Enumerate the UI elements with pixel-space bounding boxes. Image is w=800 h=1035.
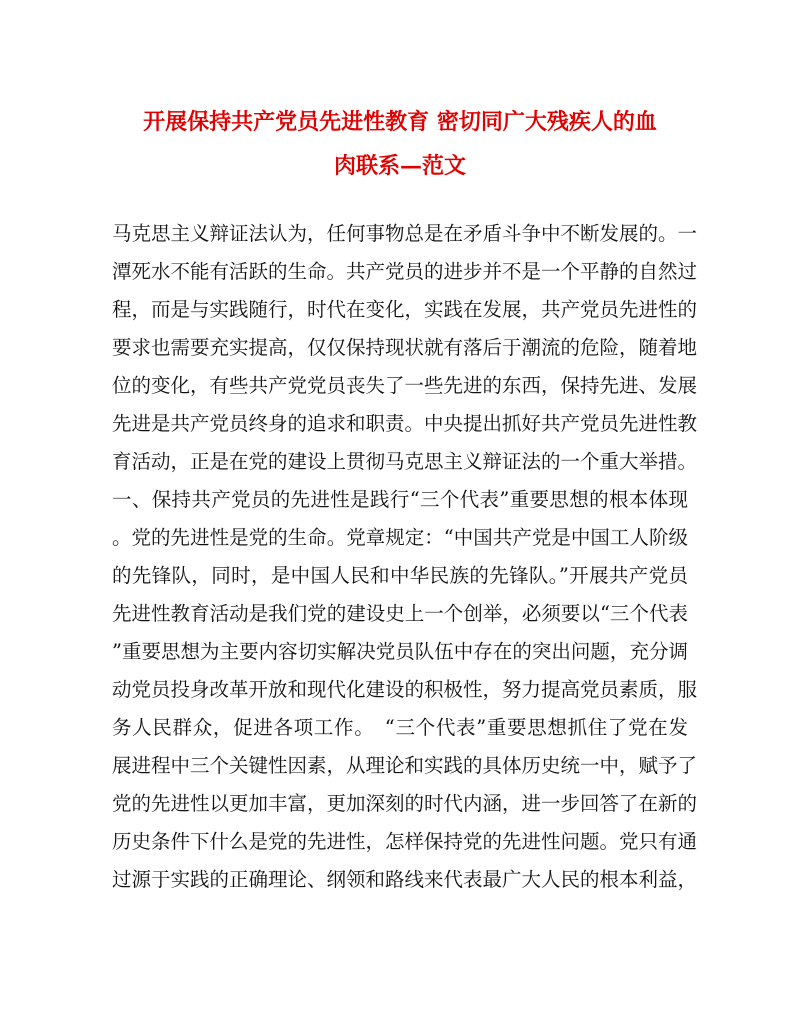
body-line: 动党员投身改革开放和现代化建设的积极性，努力提高党员素质，服	[112, 678, 698, 701]
document-title-line-2: 肉联系—范文	[333, 153, 466, 179]
body-line: 潭死水不能有活跃的生命。共产党员的进步并不是一个平静的自然过	[112, 260, 698, 283]
body-line: 育活动，正是在党的建设上贯彻马克思主义辩证法的一个重大举措。	[112, 450, 698, 473]
body-line: 先进性教育活动是我们党的建设史上一个创举，必须要以“三个代表	[112, 602, 688, 625]
body-line: 程，而是与实践随行，时代在变化，实践在发展，共产党员先进性的	[112, 298, 698, 321]
body-line: 位的变化，有些共产党党员丧失了一些先进的东西，保持先进、发展	[112, 374, 698, 397]
body-line: 务人民群众，促进各项工作。 “三个代表”重要思想抓住了党在发	[112, 716, 688, 739]
body-line: 先进是共产党员终身的追求和职责。中央提出抓好共产党员先进性教	[112, 412, 698, 435]
body-line: 要求也需要充实提高，仅仅保持现状就有落后于潮流的危险，随着地	[112, 336, 698, 359]
body-line: 马克思主义辩证法认为，任何事物总是在矛盾斗争中不断发展的。一	[112, 222, 698, 245]
body-line: 过源于实践的正确理论、纲领和路线来代表最广大人民的根本利益，	[112, 868, 698, 891]
body-line: 的先锋队，同时，是中国人民和中华民族的先锋队。”开展共产党员	[112, 564, 688, 587]
body-line: 党的先进性以更加丰富，更加深刻的时代内涵，进一步回答了在新的	[112, 792, 698, 815]
body-line: 一、保持共产党员的先进性是践行“三个代表”重要思想的根本体现	[112, 488, 688, 511]
body-line: 历史条件下什么是党的先进性，怎样保持党的先进性问题。党只有通	[112, 830, 698, 853]
body-line: 展进程中三个关键性因素，从理论和实践的具体历史统一中，赋予了	[112, 754, 698, 777]
body-line: 。党的先进性是党的生命。党章规定：“中国共产党是中国工人阶级	[112, 526, 688, 549]
body-line: ”重要思想为主要内容切实解决党员队伍中存在的突出问题，充分调	[112, 640, 688, 663]
document-title-line-1: 开展保持共产党员先进性教育 密切同广大残疾人的血	[143, 109, 657, 135]
